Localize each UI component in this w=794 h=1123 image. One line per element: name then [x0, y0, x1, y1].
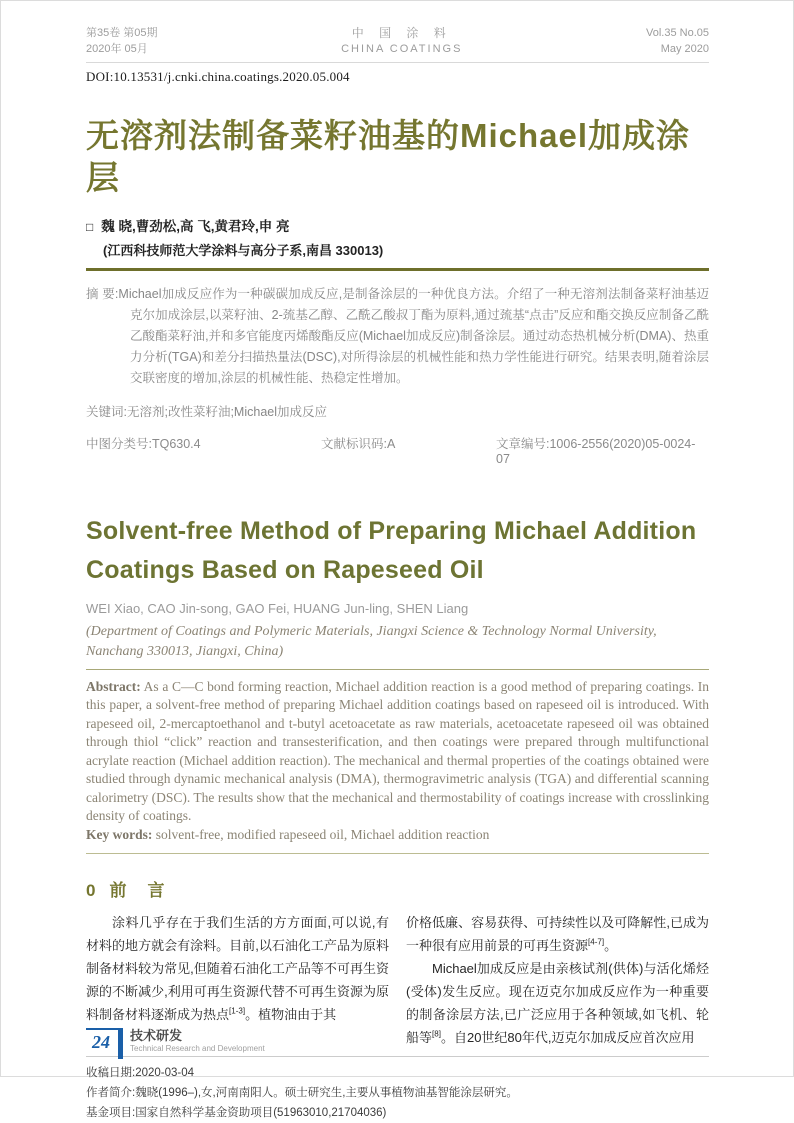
header-vol-en: Vol.35 No.05 [646, 27, 709, 39]
header-month-en: May 2020 [660, 43, 709, 55]
header-issue-en [646, 25, 709, 57]
header-journal-name [341, 25, 462, 57]
footer-section-en: Technical Research and Development [130, 1044, 265, 1053]
footnote-author-bio [86, 1083, 709, 1103]
body-paragraph: 价格低廉、容易获得、可持续性以及可降解性,已成为一种很有应用前景的可再生资源[4-7]。 [406, 915, 709, 953]
doi-line: DOI:10.13531/j.cnki.china.coatings.2020.05.004 [86, 69, 350, 84]
journal-header [86, 25, 709, 57]
keywords-cn-text: 无溶剂;改性菜籽油;Michael加成反应 [126, 404, 328, 419]
section-number: 0 [86, 881, 96, 900]
page-number: 24 [86, 1028, 118, 1057]
clc-number: 中图分类号:TQ630.4 [86, 436, 201, 451]
footnote-text: 国家自然科学基金资助项目(51963010,21704036) [135, 1107, 387, 1119]
abstract-cn-text: Michael加成反应作为一种碳碳加成反应,是制备涂层的一种优良方法。介绍了一种无溶剂法制备菜籽油基迈克尔加成涂层,以菜籽油、2-巯基乙醇、乙酰乙酸叔丁酯为原料,通过巯基“点击”反应和酯交换反应制备乙酰乙酸酯菜籽油,并和多官能度丙烯酸酯反应(Michael加成反应)制备涂层。通过动态热机械分析(DMA)、热重力分析(TGA)和差分扫描热量法(DSC),对所得涂层的机械性能和热力学性能进行研究。结果表明,随着涂层交联密度的增加,涂层的机械性能、热稳定性增加。 [118, 287, 709, 385]
footer-section-cn: 技术研发 [130, 1028, 183, 1043]
header-issue-cn [86, 25, 158, 57]
abstract-en-block [86, 678, 709, 845]
abstract-en-label: Abstract: [86, 678, 141, 694]
keywords-en-label: Key words: [86, 826, 153, 842]
footnote-received-date [86, 1063, 709, 1083]
authors-cn-row [86, 215, 709, 235]
abstract-en-text: As a C—C bond forming reaction, Michael addition reaction is a good method of preparing coatings. In this paper, a solvent-free method of preparing Michael addition coatings based on rapeseed oil is introduced. With rapeseed oil, 2-mercaptoethanol and t-butyl acetoacetate as raw materials, acetoacetate rapeseed oil was obtained through thiol “click” reaction and transesterification, and then coatings were prepared through multifunctional acrylate reaction (Michael addition reaction). The mechanical and thermal properties of the coatings obtained were studied through dynamic mechanical analysis (DMA), thermogravimetric analysis (TGA) and differential scanning calorimetry (DSC). The results show that the mechanical and thermostability of coatings increase with crosslinking density of coatings. [86, 678, 709, 823]
affiliation-en: (Department of Coatings and Polymeric Materials, Jiangxi Science & Technology Normal University, Nanchang 330013, Jiangxi, China) [86, 623, 657, 659]
body-column-right [406, 911, 709, 1049]
keywords-en-row [86, 826, 709, 845]
header-date-line: 2020年 05月 [86, 43, 148, 55]
footnote-text: 魏晓(1996–),女,河南南阳人。硕士研究生,主要从事植物油基智能涂层研究。 [135, 1087, 518, 1099]
footnote-funding [86, 1103, 709, 1123]
footnote-label: 收稿日期: [86, 1067, 136, 1079]
abstract-en-top-rule [86, 669, 709, 670]
journal-name-en: CHINA COATINGS [341, 43, 463, 55]
abstract-cn-paragraph [86, 284, 709, 389]
footnote-label: 基金项目: [86, 1107, 136, 1119]
footnote-text: 2020-03-04 [135, 1067, 195, 1079]
keywords-en-text: solvent-free, modified rapeseed oil, Michael addition reaction [155, 826, 490, 842]
footer-bar-divider [118, 1028, 123, 1059]
affiliation-cn: (江西科技师范大学涂料与高分子系,南昌 330013) [103, 243, 384, 258]
author-square-marker: □ [86, 220, 94, 234]
title-rule [86, 268, 709, 271]
authors-en: WEI Xiao, CAO Jin-song, GAO Fei, HUANG Jun-ling, SHEN Liang [86, 600, 469, 616]
journal-name-cn: 中 国 涂 料 [351, 26, 452, 40]
classification-row [86, 434, 709, 466]
document-code: 文献标识码:A [321, 436, 396, 451]
footnotes-block [86, 1056, 709, 1123]
footnote-label: 作者简介: [86, 1087, 136, 1099]
article-id: 文章编号:1006-2556(2020)05-0024-07 [496, 436, 696, 466]
footer-section-labels [130, 1028, 265, 1054]
body-paragraph: Michael加成反应是由亲核试剂(供体)与活化烯烃(受体)发生反应。现在迈克尔加成反应作为一种重要的制备涂层方法,已广泛应用于各种领域,如飞机、轮船等[8]。自20世纪80年代,迈克尔加成反应首次应用 [406, 961, 709, 1045]
authors-cn: 魏 晓,曹劲松,高 飞,黄君玲,申 亮 [101, 219, 290, 234]
section-title: 前 言 [109, 881, 167, 900]
section-heading [86, 876, 709, 901]
keywords-cn-label: 关键词: [86, 404, 127, 419]
abstract-cn-label: 摘 要: [86, 287, 119, 301]
abstract-en-bottom-rule [86, 853, 709, 854]
header-divider [86, 62, 709, 63]
body-paragraph: 涂料几乎存在于我们生活的方方面面,可以说,有材料的地方就会有涂料。目前,以石油化工产品为原料制备材料较为常见,但随着石油化工产品等不可再生资源的不断减少,利用可再生资源代替不可再生资源为原料制备材料逐渐成为热点[1-3]。植物油由于其 [86, 915, 389, 1022]
article-title-cn: 无溶剂法制备菜籽油基的Michael加成涂层 [86, 117, 691, 196]
header-volume-line: 第35卷 第05期 [86, 27, 158, 39]
page-footer [86, 1028, 265, 1059]
article-title-en: Solvent-free Method of Preparing Michael Addition Coatings Based on Rapeseed Oil [86, 516, 697, 584]
abstract-cn-block [86, 284, 709, 389]
keywords-cn-row [86, 402, 709, 423]
